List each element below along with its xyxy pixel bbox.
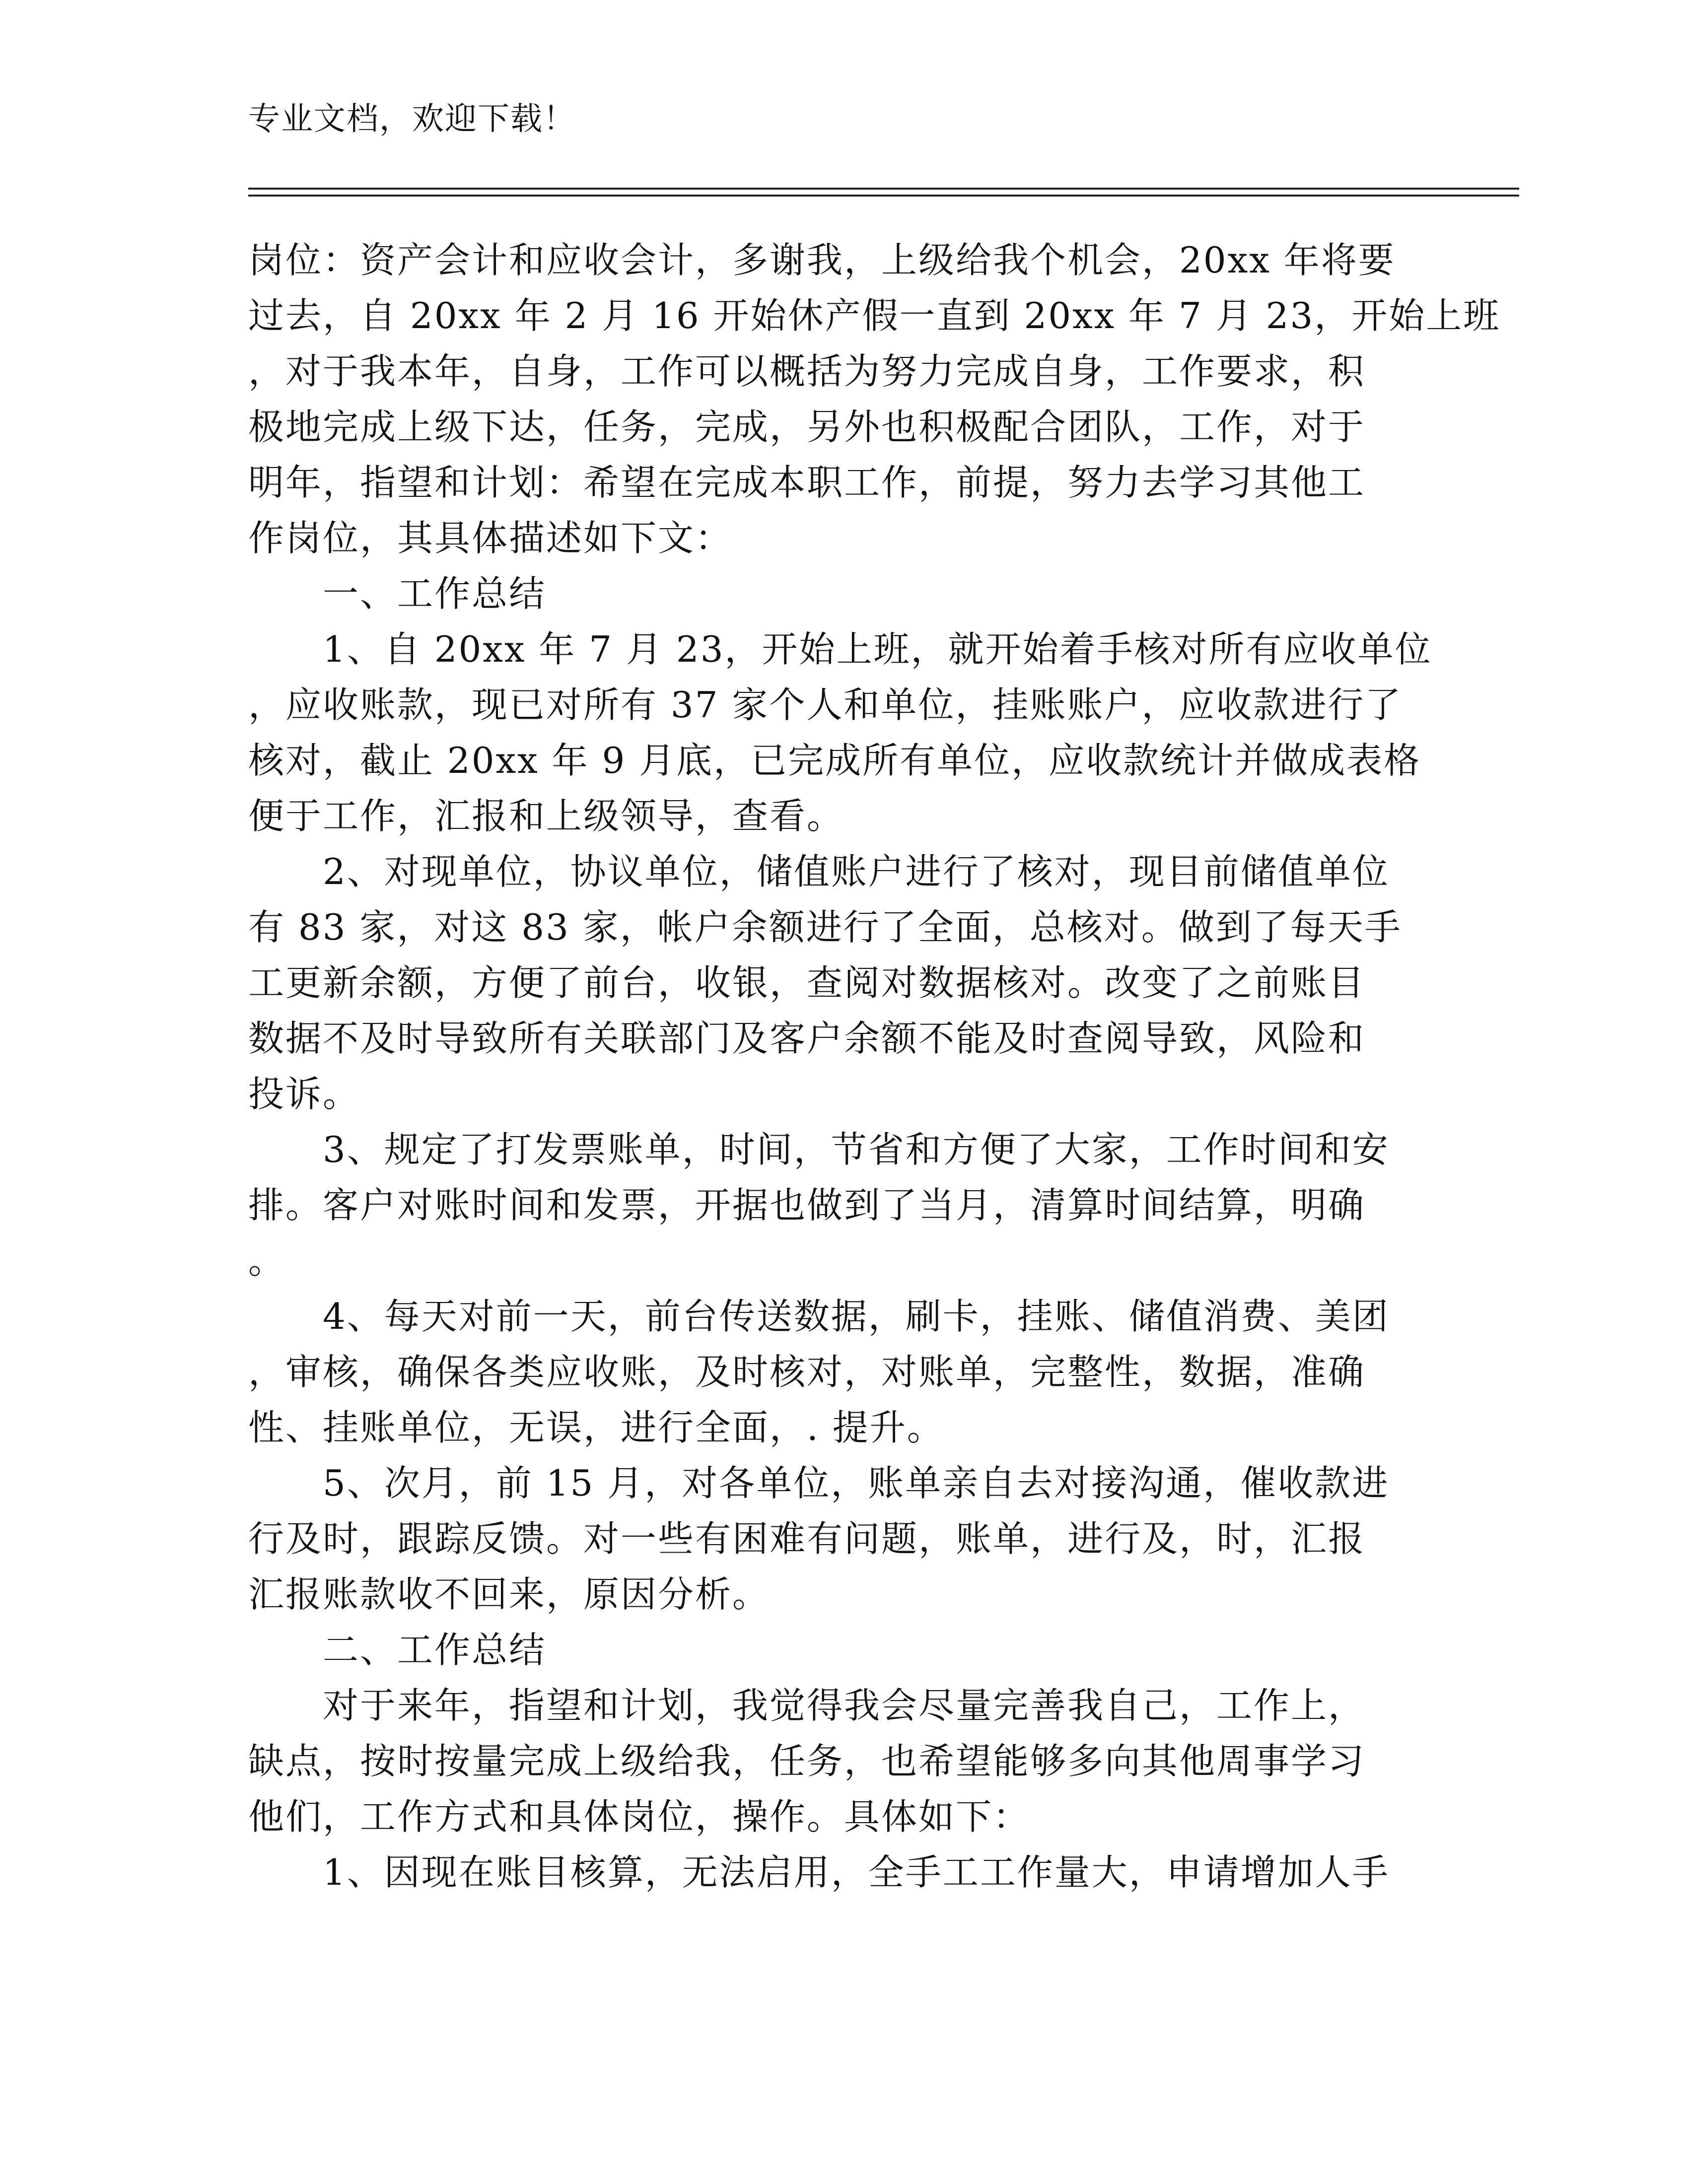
header-divider-top: [248, 188, 1519, 190]
text-line: 性、挂账单位，无误，进行全面，. 提升。: [248, 1407, 944, 1448]
text-line: 过去，自 20xx 年 2 月 16 开始休产假一直到 20xx 年 7 月 23，开始上班: [248, 295, 1501, 337]
text-line: ，应收账款，现已对所有 37 家个人和单位，挂账账户，应收款进行了: [248, 684, 1403, 726]
text-line: 排。客户对账时间和发票，开据也做到了当月，清算时间结算，明确: [248, 1184, 1366, 1226]
header-divider-bottom: [248, 195, 1519, 197]
text-line: 极地完成上级下达，任务，完成，另外也积极配合团队，工作，对于: [248, 406, 1366, 448]
text-line: 工更新余额，方便了前台，收银，查阅对数据核对。改变了之前账目: [248, 962, 1366, 1004]
text-line: ，审核，确保各类应收账，及时核对，对账单，完整性，数据，准确: [248, 1351, 1366, 1393]
text-line: 行及时，跟踪反馈。对一些有困难有问题，账单，进行及，时，汇报: [248, 1518, 1366, 1560]
text-line: 便于工作，汇报和上级领导，查看。: [248, 795, 844, 837]
text-line: 投诉。: [248, 1073, 360, 1115]
text-line: 4、每天对前一天，前台传送数据，刷卡，挂账、储值消费、美团: [323, 1296, 1390, 1337]
text-line: 5、次月，前 15 月，对各单位，账单亲自去对接沟通，催收款进: [323, 1462, 1390, 1504]
text-line: 明年，指望和计划：希望在完成本职工作，前提，努力去学习其他工: [248, 462, 1366, 503]
text-line: ，对于我本年，自身，工作可以概括为努力完成自身，工作要求，积: [248, 350, 1366, 392]
text-line: 汇报账款收不回来，原因分析。: [248, 1573, 770, 1615]
text-line: 1、因现在账目核算，无法启用，全手工工作量大，申请增加人手: [323, 1851, 1390, 1893]
document-body: [248, 232, 1501, 1900]
text-line: 。: [248, 1240, 286, 1282]
text-line: 2、对现单位，协议单位，储值账户进行了核对，现目前储值单位: [323, 851, 1390, 892]
text-line: 3、规定了打发票账单，时间，节省和方便了大家，工作时间和安: [323, 1129, 1390, 1170]
section-heading: 二、工作总结: [323, 1629, 547, 1671]
text-line: 他们，工作方式和具体岗位，操作。具体如下：: [248, 1796, 1031, 1838]
text-line: 缺点，按时按量完成上级给我，任务，也希望能够多向其他周事学习: [248, 1740, 1366, 1782]
text-line: 对于来年，指望和计划，我觉得我会尽量完善我自己，工作上，: [323, 1685, 1366, 1726]
text-line: 作岗位，其具体描述如下文：: [248, 517, 733, 559]
page-header-text: 专业文档，欢迎下载！: [248, 101, 576, 137]
text-line: 1、自 20xx 年 7 月 23，开始上班，就开始着手核对所有应收单位: [323, 628, 1432, 670]
text-line: 有 83 家，对这 83 家，帐户余额进行了全面，总核对。做到了每天手: [248, 906, 1402, 948]
text-line: 核对，截止 20xx 年 9 月底，已完成所有单位，应收款统计并做成表格: [248, 740, 1421, 781]
text-line: 数据不及时导致所有关联部门及客户余额不能及时查阅导致，风险和: [248, 1018, 1366, 1059]
text-line: 岗位：资产会计和应收会计，多谢我，上级给我个机会，20xx 年将要: [248, 239, 1396, 281]
section-heading: 一、工作总结: [323, 573, 547, 614]
